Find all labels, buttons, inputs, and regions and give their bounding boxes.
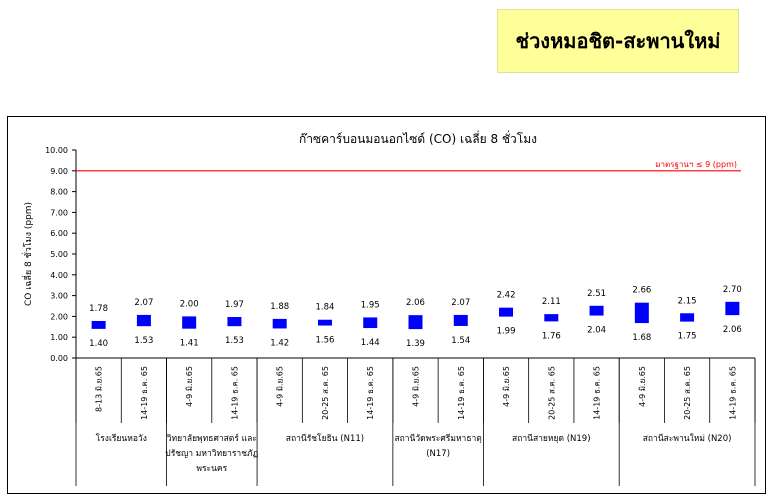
max-value-label: 2.06	[406, 298, 425, 309]
range-bar	[409, 315, 423, 329]
range-bar	[499, 308, 513, 317]
min-value-label: 1.53	[224, 336, 244, 347]
min-value-label: 1.76	[541, 331, 561, 342]
group-label: ปรัชญา มหาวิทยาราชภัฏ	[165, 449, 259, 459]
y-tick-label: 3.00	[50, 291, 68, 301]
x-tick-label: 20-25 ส.ค. 65	[683, 366, 693, 420]
range-bar	[273, 319, 287, 329]
group-label: (N17)	[426, 449, 451, 459]
x-tick-label: 4-9 มิ.ย.65	[411, 366, 421, 407]
x-tick-label: 14-19 ธ.ค. 65	[230, 366, 240, 420]
group-label: สถานีสายหยุด (N19)	[512, 434, 591, 444]
max-value-label: 1.95	[360, 300, 380, 311]
y-tick-label: 1.00	[50, 333, 68, 343]
y-tick-label: 6.00	[50, 229, 68, 239]
max-value-label: 1.78	[89, 303, 109, 314]
y-tick-label: 8.00	[50, 187, 68, 197]
x-tick-label: 14-19 ธ.ค. 65	[139, 366, 149, 420]
min-value-label: 1.53	[134, 336, 154, 347]
range-bar	[725, 302, 739, 315]
x-tick-label: 4-9 มิ.ย.65	[637, 366, 647, 407]
group-label: โรงเรียนหอวัง	[95, 434, 147, 444]
min-value-label: 1.68	[632, 333, 652, 344]
range-bar	[363, 317, 377, 328]
group-label: วิทยาลัยพุทธศาสตร์ และ	[166, 434, 257, 444]
chart-title: ก๊าซคาร์บอนมอนอกไซด์ (CO) เฉลี่ย 8 ชั่วโมง	[299, 132, 537, 146]
standard-limit-label: มาตรฐานฯ ≤ 9 (ppm)	[655, 159, 737, 169]
min-value-label: 1.41	[179, 338, 199, 349]
group-label: สถานีวัดพระศรีมหาธาตุ	[394, 434, 482, 444]
min-value-label: 1.44	[360, 338, 380, 349]
range-bar	[92, 321, 106, 329]
max-value-label: 2.07	[451, 297, 471, 308]
y-tick-label: 5.00	[50, 250, 68, 259]
max-value-label: 1.84	[315, 302, 335, 313]
group-label: สถานีรัชโยธิน (N11)	[285, 434, 365, 444]
max-value-label: 2.00	[179, 299, 199, 310]
x-tick-label: 4-9 มิ.ย.65	[185, 366, 195, 407]
max-value-label: 2.51	[587, 288, 607, 299]
range-bar	[137, 315, 151, 326]
y-axis-label: CO เฉลี่ย 8 ชั่วโมง (ppm)	[24, 201, 34, 307]
min-value-label: 2.04	[587, 325, 607, 336]
min-value-label: 1.56	[315, 335, 335, 346]
range-bar	[227, 317, 241, 326]
max-value-label: 1.88	[270, 301, 290, 312]
x-tick-label: 20-25 ส.ค. 65	[320, 366, 330, 420]
x-tick-label: 14-19 ธ.ค. 65	[728, 366, 738, 420]
x-tick-label: 14-19 ธ.ค. 65	[592, 366, 602, 420]
y-tick-label: 2.00	[50, 312, 68, 322]
y-tick-label: 7.00	[50, 208, 68, 218]
min-value-label: 1.54	[451, 335, 471, 346]
min-value-label: 1.39	[406, 339, 425, 350]
max-value-label: 2.42	[496, 290, 516, 301]
x-tick-label: 14-19 ธ.ค. 65	[456, 366, 466, 420]
range-bar	[635, 303, 649, 323]
x-tick-label: 20-25 ส.ค. 65	[547, 366, 557, 420]
min-value-label: 1.40	[89, 338, 109, 349]
y-tick-label: 4.00	[50, 270, 68, 280]
max-value-label: 2.15	[677, 296, 697, 307]
min-value-label: 2.06	[722, 325, 742, 336]
range-bar	[680, 313, 694, 321]
y-tick-label: 9.00	[50, 166, 68, 176]
x-tick-label: 8-13 มิ.ย.65	[94, 366, 104, 412]
range-bar	[318, 320, 332, 326]
min-value-label: 1.75	[677, 331, 697, 342]
max-value-label: 2.70	[722, 284, 742, 295]
y-tick-label: 0.00	[50, 354, 68, 363]
range-bar	[454, 315, 468, 326]
y-tick-label: 10.00	[45, 146, 68, 155]
min-value-label: 1.42	[270, 338, 290, 349]
max-value-label: 1.97	[224, 300, 244, 311]
max-value-label: 2.66	[632, 285, 652, 296]
group-label: สถานีสะพานใหม่ (N20)	[642, 434, 732, 444]
x-tick-label: 4-9 มิ.ย.65	[502, 366, 512, 407]
group-label: พระนคร	[196, 464, 228, 474]
section-title: ช่วงหมอชิต-สะพานใหม่	[515, 29, 721, 53]
min-value-label: 1.99	[496, 326, 516, 337]
max-value-label: 2.11	[541, 297, 561, 308]
x-tick-label: 14-19 ธ.ค. 65	[366, 366, 376, 420]
max-value-label: 2.07	[134, 297, 154, 308]
range-bar	[182, 316, 196, 328]
range-bar	[544, 314, 558, 321]
range-bar	[590, 306, 604, 316]
x-tick-label: 4-9 มิ.ย.65	[275, 366, 285, 407]
